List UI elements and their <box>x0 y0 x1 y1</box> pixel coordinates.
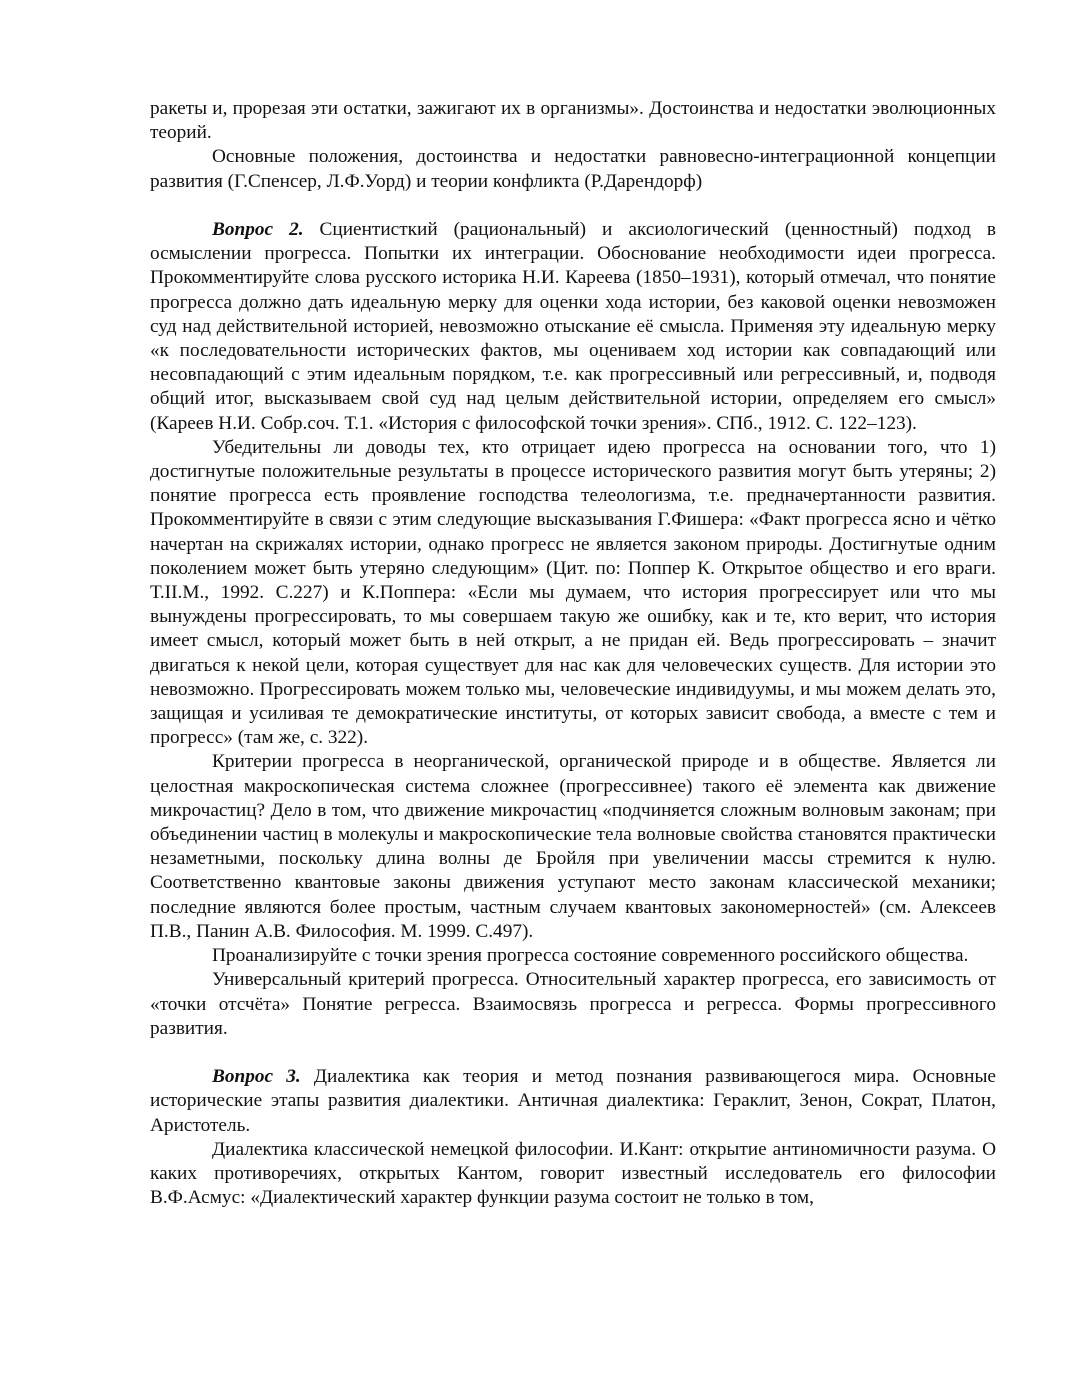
paragraph-kant-dialectics: Диалектика классической немецкой философии. И.Кант: открытие антиномичности разума. О каких противоречиях, открытых Кантом, говорит известный исследователь его философии В.Ф.Асмус: «Диалектический характер функции разума состоит не только в том, <box>150 1138 996 1209</box>
blank-line <box>150 194 996 218</box>
paragraph-evolution-theories: ракеты и, прорезая эти остатки, зажигают их в организмы». Достоинства и недостатки эволюционных теорий. <box>150 98 996 144</box>
paragraph-equilibrium-concept: Основные положения, достоинства и недостатки равновесно-интеграционной концепции развития (Г.Спенсер, Л.Ф.Уорд) и теории конфликта (Р.Дарендорф) <box>150 146 996 192</box>
question-3-paragraph <box>150 1065 996 1138</box>
paragraph-progress-criteria: Критерии прогресса в неорганической, органической природе и в обществе. Является ли целостная макроскопическая система сложнее (прогрессивнее) такого её элемента как движение микрочастиц? Дело в том, что движение микрочастиц «подчиняется сложным волновым законам; при объединении частиц в молекулы и макроскопические тела волновые свойства становятся практически незаметными, поскольку длина волны де Бройля при увеличении массы стремится к нулю. Соответственно квантовые законы движения уступают место законам классической механики; последние являются более простым, частным случаем квантовых закономерностей» (см. Алексеев П.В., Панин А.В. Философия. М. 1999. С.497). <box>150 751 996 942</box>
question-2-text: Сциентисткий (рациональный) и аксиологический (ценностный) подход в осмыслении прогресса. Попытки их интеграции. Обоснование необходимости идеи прогресса. Прокомментируйте слова русского историка Н.И. Кареева (1850–1931), который отмечал, что понятие прогресса должно дать идеальную мерку для оценки хода истории, без каковой оценки невозможен суд над действительной историей, невозможно отыскание её смысла. Применяя эту идеальную мерку «к последовательности исторических фактов, мы оцениваем ход истории как совпадающий или несовпадающий с этим идеальным порядком, т.е. как прогрессивный или регрессивный, и, подводя общий итог, высказываем свой суд над целым действительной истории, определяем его смысл» (Кареев Н.И. Собр.соч. Т.1. «История с философской точки зрения». СПб., 1912. С. 122–123). <box>150 219 996 434</box>
document-page <box>150 97 996 1210</box>
blank-line <box>150 1041 996 1065</box>
paragraph-progress-denial: Убедительны ли доводы тех, кто отрицает идею прогресса на основании того, что 1) достигнутые положительные результаты в процессе исторического развития могут быть утеряны; 2) понятие прогресса есть проявление господства телеологизма, т.е. предначертанности развития. Прокомментируйте в связи с этим следующие высказывания Г.Фишера: «Факт прогресса ясно и чётко начертан на скрижалях истории, однако прогресс не является законом природы. Достигнутые одним поколением может быть утеряно следующим» (Цит. по: Поппер К. Открытое общество и его враги. Т.II.М., 1992. С.227) и К.Поппера: «Если мы думаем, что история прогрессирует или что мы вынуждены прогрессировать, то мы совершаем такую же ошибку, как и те, кто верит, что история имеет смысл, который может быть в ней открыт, а не придан ей. Ведь прогрессировать – значит двигаться к некой цели, которая существует для нас как для человеческих существ. Для истории это невозможно. Прогрессировать можем только мы, человеческие индивидуумы, и мы можем делать это, защищая и усиливая те демократические институты, от которых зависит свобода, а вместе с тем и прогресс» (там же, с. 322). <box>150 436 996 749</box>
question-2-paragraph <box>150 218 996 436</box>
question-3-text: Диалектика как теория и метод познания развивающегося мира. Основные исторические этапы развития диалектики. Античная диалектика: Гераклит, Зенон, Сократ, Платон, Аристотель. <box>150 1066 996 1136</box>
paragraph-russian-society: Проанализируйте с точки зрения прогресса состояние современного российского общества. <box>212 945 969 967</box>
question-3-label: Вопрос 3. <box>212 1066 301 1088</box>
question-2-label: Вопрос 2. <box>212 219 304 240</box>
paragraph-universal-criterion: Универсальный критерий прогресса. Относительный характер прогресса, его зависимость от «точки отсчёта» Понятие регресса. Взаимосвязь прогресса и регресса. Формы прогрессивного развития. <box>150 969 996 1039</box>
